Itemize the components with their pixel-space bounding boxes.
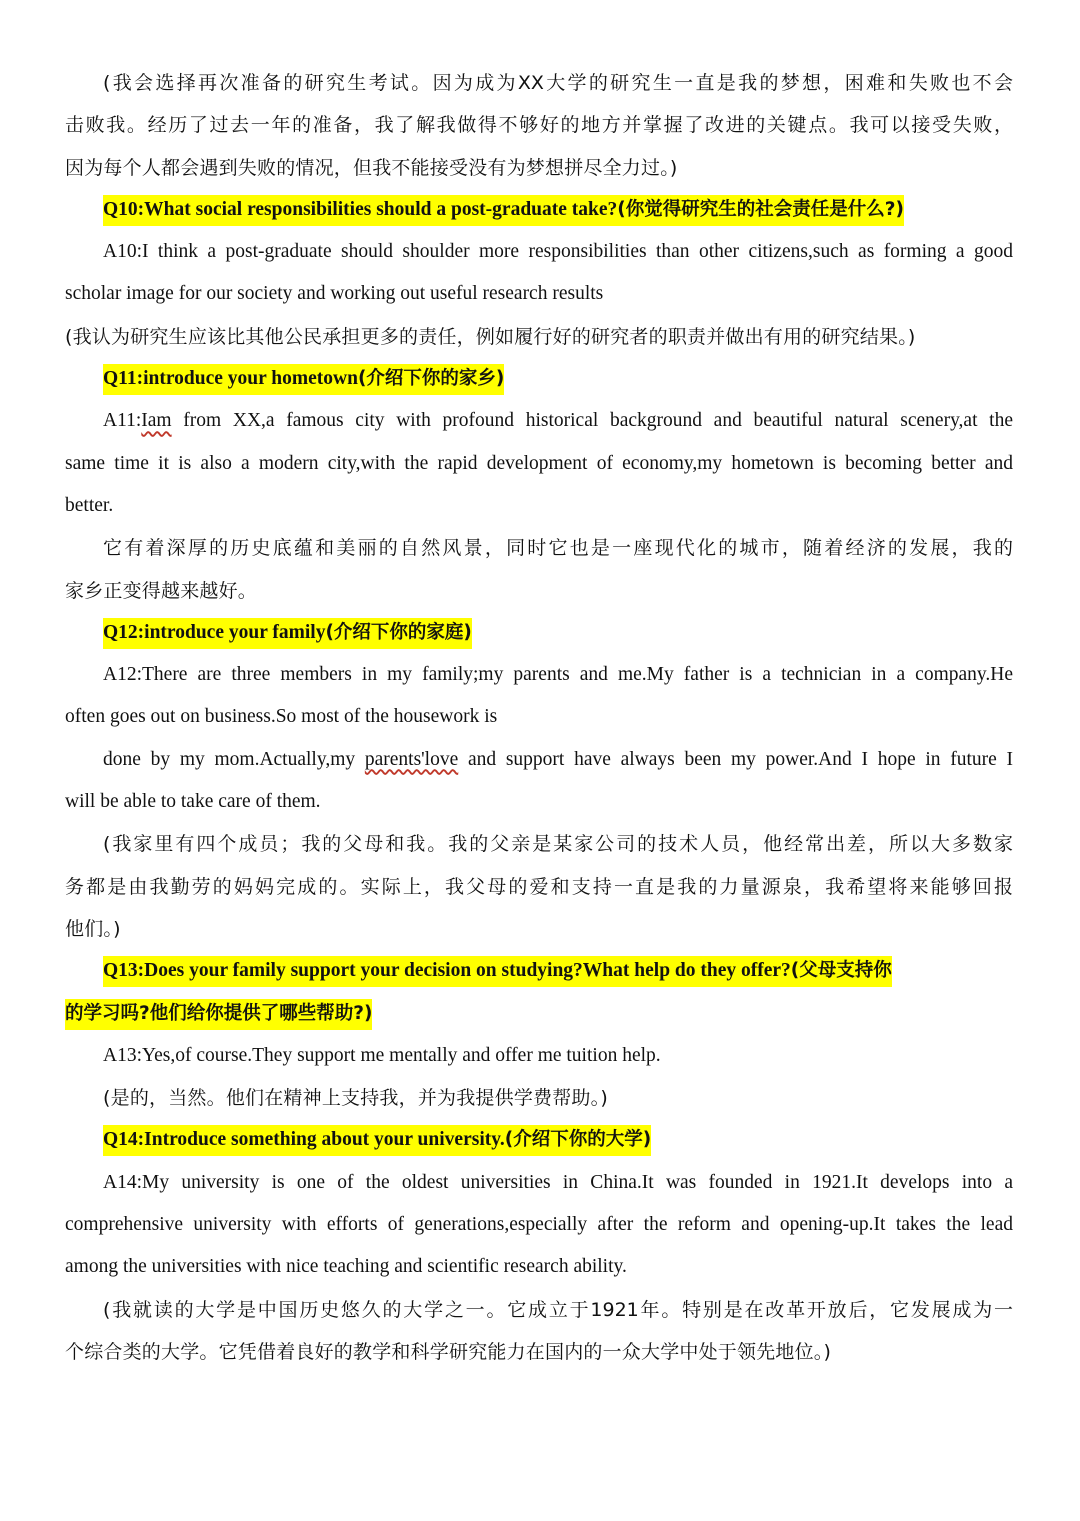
- answer-13-line-1: A13:Yes,of course.They support me mentally and offer me tuition help.: [103, 1044, 661, 1066]
- answer-12-line-3-rest: and support have always been my power.And I hope in future I: [458, 748, 1013, 770]
- question-11-english: Q11:introduce your hometown: [103, 368, 358, 390]
- answer-12-line-3-start: done by my mom.Actually,my: [103, 748, 365, 770]
- question-11-chinese: (介绍下你的家乡): [357, 368, 505, 390]
- document-page: [65, 62, 1013, 1373]
- answer-11-translation-line-2: 家乡正变得越来越好。: [65, 579, 258, 602]
- question-10-chinese: (你觉得研究生的社会责任是什么?): [617, 198, 904, 220]
- answer-14-line-3: among the universities with nice teaching and scientific research ability.: [65, 1256, 627, 1278]
- answer-12-translation-line-3: 他们。): [65, 917, 121, 940]
- question-12: [65, 612, 1013, 654]
- question-13-highlight-1: [103, 956, 892, 987]
- question-13-chinese-1: (父母支持你: [790, 960, 892, 982]
- answer-11-line-1: [65, 400, 1013, 442]
- question-14: [65, 1119, 1013, 1161]
- answer-14-translation-line-1: (我就读的大学是中国历史悠久的大学之一。它成立于1921年。特别是在改革开放后，它发展成为一: [103, 1298, 1013, 1321]
- question-10-english: Q10:What social responsibilities should a post-graduate take?: [103, 198, 618, 220]
- question-13-highlight-2: [65, 999, 372, 1030]
- question-11-highlight: [103, 364, 504, 395]
- answer-14-translation-line-2: 个综合类的大学。它凭借着良好的教学和科学研究能力在国内的一众大学中处于领先地位。): [65, 1340, 832, 1363]
- question-13-chinese-2: 的学习吗?他们给你提供了哪些帮助?): [65, 1002, 373, 1024]
- question-14-english: Q14:Introduce something about your university.: [103, 1129, 505, 1151]
- answer-11-prefix: A11:: [103, 410, 142, 432]
- answer-11-line-2: same time it is also a modern city,with the rapid development of economy,my hometown is becoming better and: [65, 452, 1013, 474]
- answer-11-line-3: better.: [65, 494, 114, 516]
- answer-12-translation-line-2: 务都是由我勤劳的妈妈完成的。实际上，我父母的爱和支持一直是我的力量源泉，我希望将来能够回报: [65, 875, 1013, 898]
- answer-12-line-4: will be able to take care of them.: [65, 791, 321, 813]
- question-13-english: Q13:Does your family support your decision on studying?What help do they offer?: [103, 960, 791, 982]
- answer-10-translation: (我认为研究生应该比其他公民承担更多的责任，例如履行好的研究者的职责并做出有用的研究结果。): [65, 325, 916, 348]
- answer-12-line-3: [65, 739, 1013, 781]
- answer-12-spellcheck-word: parents'love: [364, 748, 459, 770]
- answer-9-translation-line-1: (我会选择再次准备的研究生考试。因为成为XX大学的研究生一直是我的梦想，困难和失败也不会: [103, 72, 1013, 94]
- question-12-chinese: (介绍下你的家庭): [325, 621, 472, 643]
- question-13-line-2: [65, 993, 1013, 1035]
- answer-12-translation-line-1: (我家里有四个成员；我的父母和我。我的父亲是某家公司的技术人员，他经常出差，所以大多数家: [103, 833, 1013, 856]
- answer-12-line-2: often goes out on business.So most of the housework is: [65, 706, 498, 728]
- question-10: [65, 189, 1013, 231]
- answer-14-line-1: A14:My university is one of the oldest universities in China.It was founded in 1921.It develops into a: [103, 1171, 1013, 1193]
- answer-9-translation-line-3: 因为每个人都会遇到失败的情况，但我不能接受没有为梦想拼尽全力过。): [65, 156, 678, 179]
- answer-9-translation-line-2: 击败我。经历了过去一年的准备，我了解我做得不够好的地方并掌握了改进的关键点。我可以接受失败，: [65, 114, 1013, 137]
- question-14-highlight: [103, 1125, 651, 1156]
- answer-14-line-2: comprehensive university with efforts of generations,especially after the reform and opening-up.It takes the lead: [65, 1214, 1013, 1236]
- answer-11-spellcheck-word: Iam: [141, 410, 172, 432]
- question-12-english: Q12:introduce your family: [103, 621, 326, 643]
- answer-10-line-2: scholar image for our society and working out useful research results: [65, 283, 604, 305]
- question-12-highlight: [103, 618, 472, 649]
- question-10-highlight: [103, 195, 904, 226]
- answer-13-translation: (是的，当然。他们在精神上支持我，并为我提供学费帮助。): [103, 1087, 608, 1110]
- question-11: [65, 358, 1013, 400]
- answer-11-translation-line-1: 它有着深厚的历史底蕴和美丽的自然风景，同时它也是一座现代化的城市，随着经济的发展，我的: [103, 537, 1013, 560]
- answer-12-line-1: A12:There are three members in my family;my parents and me.My father is a technician in a company.He: [103, 664, 1013, 686]
- question-14-chinese: (介绍下你的大学): [504, 1129, 652, 1151]
- answer-10-line-1: A10:I think a post-graduate should shoulder more responsibilities than other citizens,such as forming a good: [103, 241, 1013, 263]
- answer-11-line-1-rest: from XX,a famous city with profound historical background and beautiful natural scenery,at the: [171, 410, 1013, 432]
- question-13-line-1: [65, 950, 1013, 992]
